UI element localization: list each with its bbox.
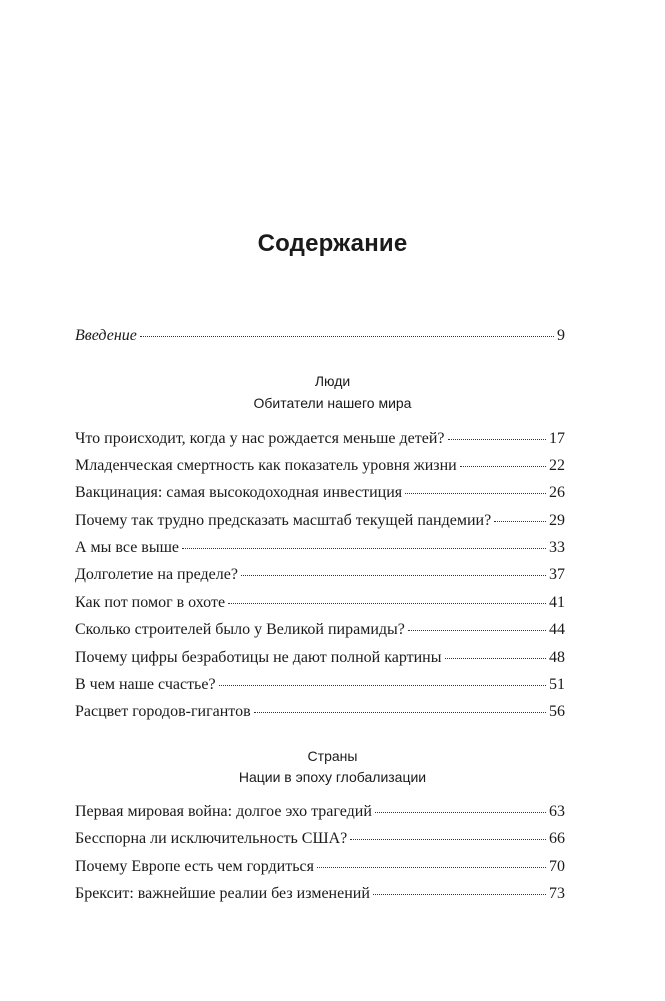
toc-entry-page: 56	[549, 703, 565, 720]
section-subtitle: Обитатели нашего мира	[253, 395, 412, 411]
section-subtitle: Нации в эпоху глобализации	[238, 769, 427, 785]
toc-entry-page: 44	[549, 621, 565, 638]
toc-entry[interactable]	[75, 510, 565, 532]
toc-entry-label: Сколько строителей было у Великой пирамиды?	[75, 621, 405, 638]
dot-leader	[241, 575, 546, 576]
toc-entry-label: Вакцинация: самая высокодоходная инвестиция	[75, 484, 403, 501]
section-title: Люди	[314, 373, 351, 389]
toc-entry-page: 48	[549, 649, 565, 666]
toc-entry-page: 29	[549, 512, 565, 529]
toc-entry[interactable]	[75, 537, 565, 559]
toc-entry-label: Бесспорна ли исключительность США?	[75, 830, 348, 847]
toc-entry-label: Расцвет городов-гигантов	[75, 703, 251, 720]
toc-entry[interactable]	[75, 674, 565, 696]
toc-entry-label: Первая мировая война: долгое эхо трагедий	[75, 803, 372, 820]
dot-leader	[373, 894, 546, 895]
dot-leader	[317, 867, 546, 868]
toc-entry[interactable]	[75, 592, 565, 614]
toc-entry-label: В чем наше счастье?	[75, 676, 216, 693]
dot-leader	[350, 839, 546, 840]
toc-entry-label: Введение	[75, 327, 137, 344]
toc-entry[interactable]	[75, 701, 565, 723]
toc-entry-label: Брексит: важнейшие реалии без изменений	[75, 885, 370, 902]
toc-entry[interactable]	[75, 455, 565, 477]
toc-entry[interactable]	[75, 619, 565, 641]
dot-leader	[182, 548, 546, 549]
toc-entry-page: 33	[549, 539, 565, 556]
toc-entry-page: 73	[549, 885, 565, 902]
dot-leader	[448, 439, 546, 440]
toc-entry[interactable]	[75, 828, 565, 850]
toc-entry-label: Почему цифры безработицы не дают полной картины	[75, 649, 442, 666]
toc-entry[interactable]	[75, 883, 565, 905]
toc-entry-page: 63	[549, 803, 565, 820]
toc-entry-label: Младенческая смертность как показатель уровня жизни	[75, 457, 457, 474]
toc-entry-label: Что происходит, когда у нас рождается меньше детей?	[75, 430, 445, 447]
toc-entry-page: 17	[549, 430, 565, 447]
toc-entry-page: 51	[549, 676, 565, 693]
toc-entry[interactable]	[75, 647, 565, 669]
toc-entry-page: 41	[549, 594, 565, 611]
toc-entry[interactable]	[75, 482, 565, 504]
toc-entry-page: 70	[549, 858, 565, 875]
dot-leader	[494, 521, 546, 522]
dot-leader	[375, 812, 546, 813]
toc-entry-label: Почему так трудно предсказать масштаб текущей пандемии?	[75, 512, 492, 529]
toc-entry-page: 22	[549, 457, 565, 474]
toc-entry-page: 66	[549, 830, 565, 847]
dot-leader	[408, 630, 546, 631]
toc-entry[interactable]	[75, 856, 565, 878]
toc-entry[interactable]	[75, 428, 565, 450]
dot-leader	[460, 466, 546, 467]
toc-entry-page: 9	[557, 327, 565, 344]
toc-entry-label: Долголетие на пределе?	[75, 566, 238, 583]
section-title: Страны	[307, 748, 358, 764]
dot-leader	[228, 603, 546, 604]
toc-entry-page: 26	[549, 484, 565, 501]
toc-entry-label: Как пот помог в охоте	[75, 594, 226, 611]
toc-entry-page: 37	[549, 566, 565, 583]
dot-leader	[405, 493, 546, 494]
dot-leader	[254, 712, 546, 713]
dot-leader	[445, 658, 547, 659]
toc-entry-intro[interactable]	[75, 325, 565, 347]
toc-entry-label: А мы все выше	[75, 539, 180, 556]
toc-entry-label: Почему Европе есть чем гордиться	[75, 858, 314, 875]
dot-leader	[140, 336, 554, 337]
toc-entry[interactable]	[75, 564, 565, 586]
toc-entry[interactable]	[75, 801, 565, 823]
page-title: Содержание	[257, 230, 408, 257]
dot-leader	[219, 685, 546, 686]
